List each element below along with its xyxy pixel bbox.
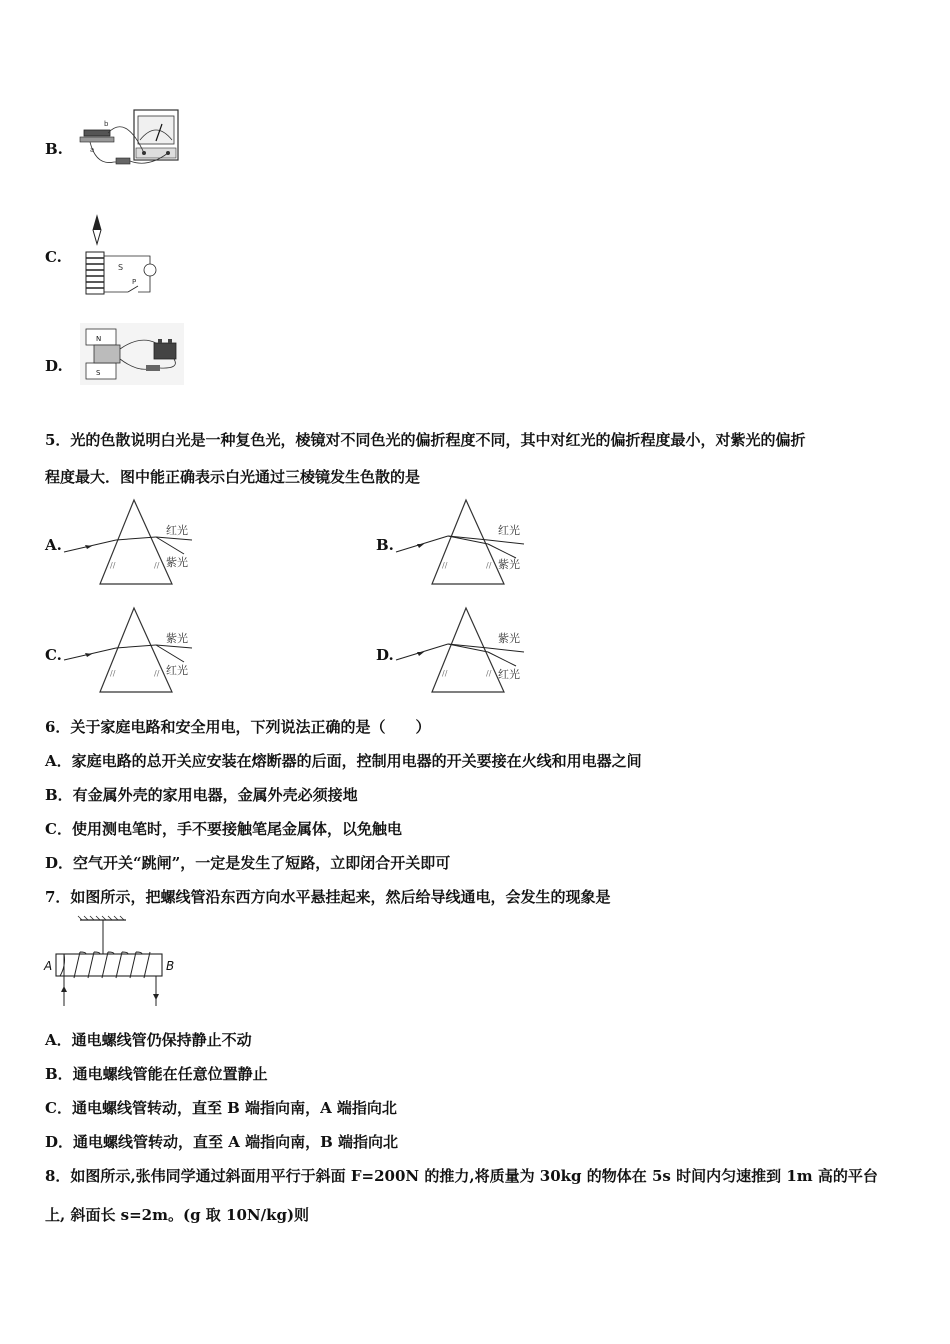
svg-text://: // xyxy=(110,669,116,678)
q7-option-d[interactable]: D．通电螺线管转动，直至 A 端指向南，B 端指向北 xyxy=(45,1133,398,1151)
svg-text://: // xyxy=(486,561,492,570)
q6-option-d[interactable]: D．空气开关“跳闸”，一定是发生了短路，立即闭合开关即可 xyxy=(45,854,451,872)
q7-option-b[interactable]: B．通电螺线管能在任意位置静止 xyxy=(45,1065,268,1083)
q5-option-a-label[interactable]: A. xyxy=(45,536,62,554)
q5b-lower-label: 紫光 xyxy=(498,558,520,571)
q7-option-a[interactable]: A．通电螺线管仍保持静止不动 xyxy=(45,1031,252,1049)
q4d-magnet-n: N xyxy=(96,335,102,343)
q7-stem: 7．如图所示，把螺线管沿东西方向水平悬挂起来，然后给导线通电，会发生的现象是 xyxy=(45,888,611,906)
q5d-lower-label: 红光 xyxy=(498,668,520,681)
q8-stem-line2: 上, 斜面长 s=2m。(g 取 10N/kg)则 xyxy=(45,1206,310,1224)
q5b-upper-label: 红光 xyxy=(498,524,520,537)
q5-option-d-prism xyxy=(394,604,528,696)
svg-text://: // xyxy=(110,561,116,570)
q6-option-c[interactable]: C．使用测电笔时，手不要接触笔尾金属体，以免触电 xyxy=(45,820,402,838)
q5c-upper-label: 紫光 xyxy=(166,632,188,645)
q5-option-b-prism xyxy=(394,496,528,588)
q6-option-b[interactable]: B．有金属外壳的家用电器，金属外壳必须接地 xyxy=(45,786,358,804)
q5-option-b-label[interactable]: B. xyxy=(376,536,394,554)
q5d-upper-label: 紫光 xyxy=(498,632,520,645)
q6-stem: 6．关于家庭电路和安全用电，下列说法正确的是（ ） xyxy=(45,718,431,736)
q5a-upper-label: 红光 xyxy=(166,524,188,537)
svg-text://: // xyxy=(154,561,160,570)
q8-stem-line1: 8．如图所示,张伟同学通过斜面用平行于斜面 F=200N 的推力,将质量为 30kg 的物体在 5s 时间内匀速推到 1m 高的平台 xyxy=(45,1167,878,1185)
q4d-magnet-s: S xyxy=(96,369,101,377)
q4-option-b-label: B. xyxy=(45,140,63,158)
q4c-p-label: P xyxy=(132,278,137,286)
q4b-terminal-b: b xyxy=(104,120,109,128)
q6-option-a[interactable]: A．家庭电路的总开关应安装在熔断器的后面，控制用电器的开关要接在火线和用电器之间 xyxy=(45,752,642,770)
q4b-terminal-a: a xyxy=(90,146,95,154)
q7-solenoid-figure xyxy=(42,914,182,1010)
svg-text://: // xyxy=(154,669,160,678)
q5a-lower-label: 紫光 xyxy=(166,556,188,569)
q5-option-c-label[interactable]: C. xyxy=(45,646,62,664)
q7-end-b-label: B xyxy=(166,959,175,973)
q5-option-a-prism xyxy=(62,496,196,588)
svg-text://: // xyxy=(486,669,492,678)
svg-text://: // xyxy=(442,561,448,570)
q7-option-c[interactable]: C．通电螺线管转动，直至 B 端指向南，A 端指向北 xyxy=(45,1099,397,1117)
q4-option-c-label: C. xyxy=(45,248,62,266)
q4-option-d-figure xyxy=(80,323,184,385)
q7-end-a-label: A xyxy=(44,959,53,973)
q4c-switch-label: S xyxy=(118,263,124,272)
svg-text://: // xyxy=(442,669,448,678)
q5c-lower-label: 红光 xyxy=(166,664,188,677)
q5-option-d-label[interactable]: D. xyxy=(376,646,394,664)
q5-stem-line2: 程度最大．图中能正确表示白光通过三棱镜发生色散的是 xyxy=(45,468,421,486)
q4-option-b-figure xyxy=(78,108,180,174)
q4-option-d-label: D. xyxy=(45,357,63,375)
q5-stem-line1: 5．光的色散说明白光是一种复色光，棱镜对不同色光的偏折程度不同，其中对红光的偏折程度最小，对紫光的偏折 xyxy=(45,431,806,449)
q5-option-c-prism xyxy=(62,604,196,696)
q4-option-c-figure xyxy=(80,214,158,298)
